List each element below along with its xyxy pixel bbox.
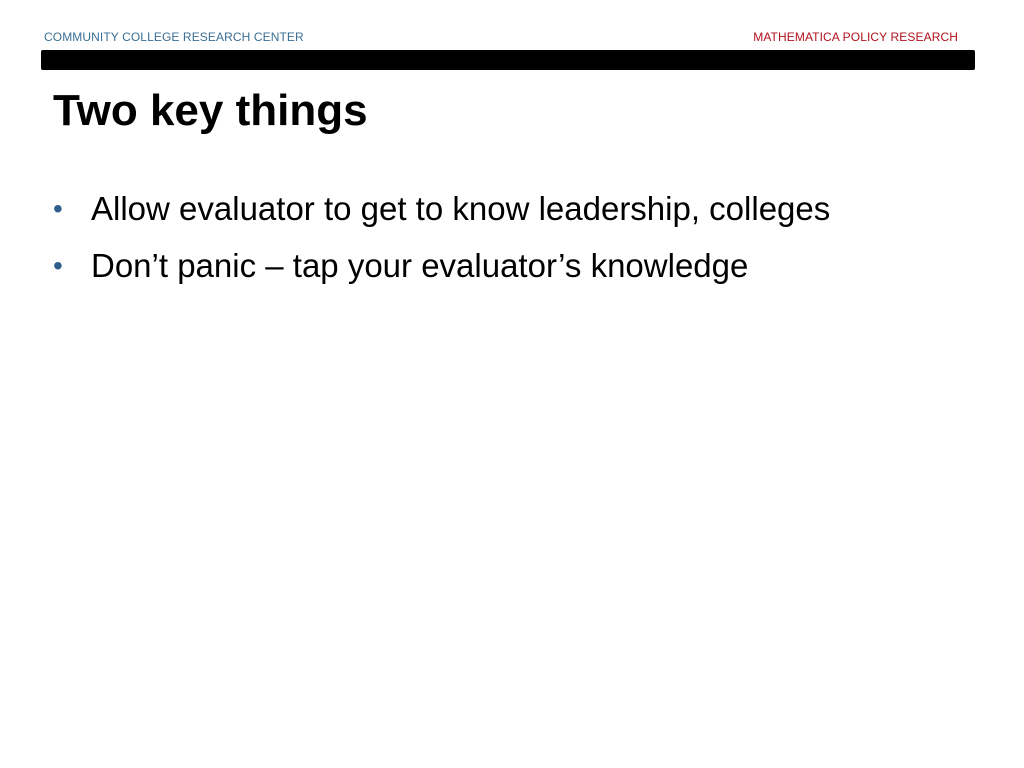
bullet-dot-icon: •: [53, 250, 63, 281]
slide-title: Two key things: [53, 86, 368, 135]
header-org-left: COMMUNITY COLLEGE RESEARCH CENTER: [44, 30, 304, 44]
bullet-text: Don’t panic – tap your evaluator’s knowledge: [91, 247, 749, 284]
bullet-text: Allow evaluator to get to know leadership, colleges: [91, 190, 831, 227]
header-bar: [41, 50, 975, 70]
bullet-dot-icon: •: [53, 193, 63, 224]
header-org-right: MATHEMATICA POLICY RESEARCH: [753, 30, 958, 44]
